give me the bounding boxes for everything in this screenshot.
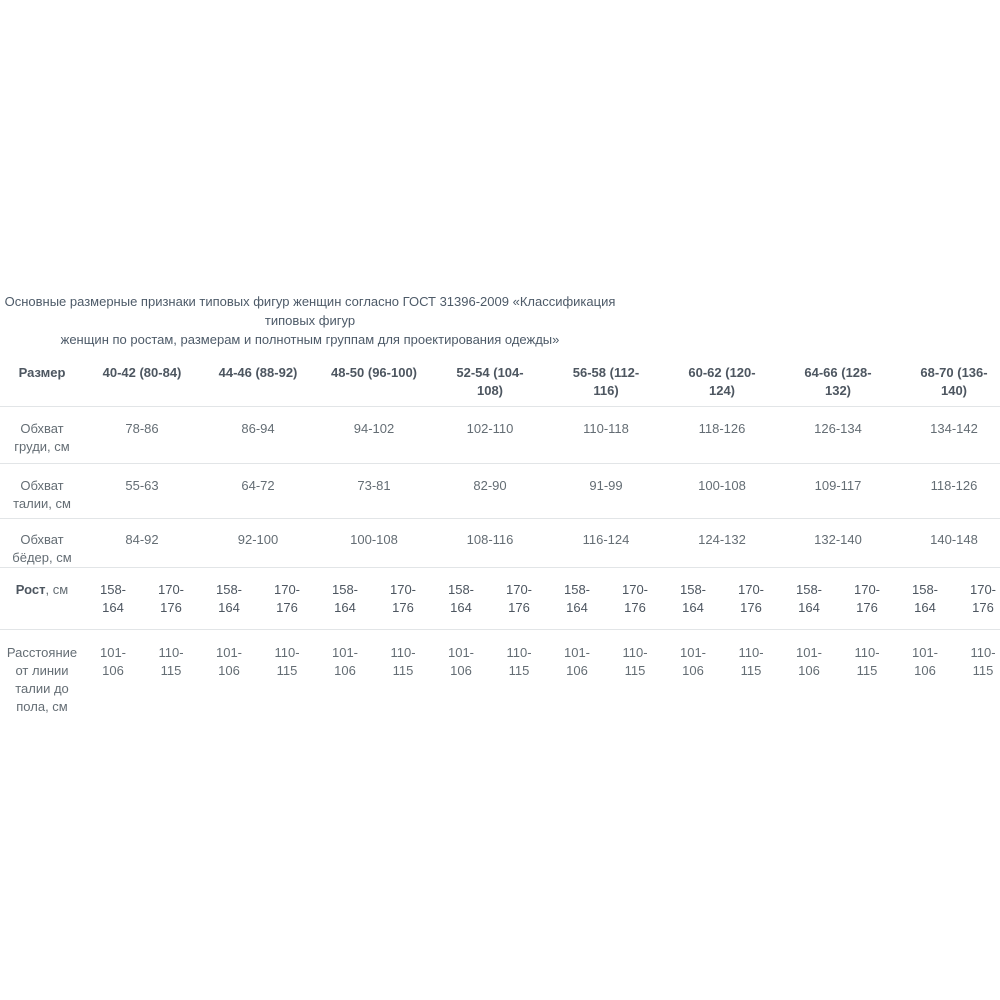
value-cell-hips: 84-92 xyxy=(84,518,200,567)
size-chart-title-line1: Основные размерные признаки типовых фигур женщин согласно ГОСТ 31396-2009 «Классификация типовых фигур xyxy=(4,294,616,328)
value-cell-chest: 126-134 xyxy=(780,406,896,463)
value-cell-height: 170- 176 xyxy=(722,567,780,629)
value-cell-height: 170- 176 xyxy=(374,567,432,629)
row-label-chest: Обхват груди, см xyxy=(0,406,84,463)
value-cell-height: 158- 164 xyxy=(432,567,490,629)
size-chart-title xyxy=(0,292,620,349)
value-cell-height: 158- 164 xyxy=(780,567,838,629)
value-cell-floor: 110- 115 xyxy=(506,644,532,678)
size-table-head xyxy=(0,356,1000,406)
row-label-waist: Обхват талии, см xyxy=(0,463,84,518)
table-row-hips xyxy=(0,518,1000,567)
value-cell-waist: 64-72 xyxy=(200,463,316,518)
value-cell-chest: 86-94 xyxy=(200,406,316,463)
value-cell-height: 158- 164 xyxy=(664,567,722,629)
value-cell-floor: 110- 115 xyxy=(854,644,880,678)
size-column-header: 48-50 (96-100) xyxy=(316,356,432,406)
value-cell-chest: 118-126 xyxy=(664,406,780,463)
value-cell-height: 158- 164 xyxy=(316,567,374,629)
value-cell-waist: 100-108 xyxy=(664,463,780,518)
value-cell-floor: 110- 115 xyxy=(390,644,416,678)
size-chart-title-line2: женщин по ростам, размерам и полнотным группам для проектирования одежды» xyxy=(60,332,560,347)
value-cell-floor: 101- 106 xyxy=(99,644,127,678)
value-cell-waist: 73-81 xyxy=(316,463,432,518)
row-label-floor: Расстояние от линии талии до пола, см xyxy=(6,644,78,714)
value-cell-height: 158- 164 xyxy=(896,567,954,629)
size-table-header-row xyxy=(0,356,1000,406)
value-cell-waist: 118-126 xyxy=(896,463,1000,518)
table-row-waist xyxy=(0,463,1000,518)
size-column-header: 44-46 (88-92) xyxy=(200,356,316,406)
value-cell-hips: 132-140 xyxy=(780,518,896,567)
value-cell-floor: 101- 106 xyxy=(215,644,243,678)
row-label-hips: Обхват бёдер, см xyxy=(0,518,84,567)
value-cell-waist: 91-99 xyxy=(548,463,664,518)
value-cell-height: 170- 176 xyxy=(142,567,200,629)
value-cell-floor: 101- 106 xyxy=(911,644,939,678)
value-cell-height: 158- 164 xyxy=(548,567,606,629)
value-cell-height: 170- 176 xyxy=(606,567,664,629)
value-cell-floor: 101- 106 xyxy=(447,644,475,678)
size-column-header: 56-58 (112- 116) xyxy=(548,356,664,406)
value-cell-floor: 110- 115 xyxy=(158,644,184,678)
size-table xyxy=(0,356,1000,717)
value-cell-floor: 101- 106 xyxy=(795,644,823,678)
value-cell-floor: 101- 106 xyxy=(331,644,359,678)
table-row-height xyxy=(0,567,1000,629)
value-cell-chest: 94-102 xyxy=(316,406,432,463)
size-table-corner-label: Размер xyxy=(0,356,84,406)
value-cell-height: 158- 164 xyxy=(200,567,258,629)
table-row-chest xyxy=(0,406,1000,463)
value-cell-height: 170- 176 xyxy=(258,567,316,629)
value-cell-floor: 101- 106 xyxy=(679,644,707,678)
value-cell-floor: 101- 106 xyxy=(563,644,591,678)
value-cell-hips: 92-100 xyxy=(200,518,316,567)
size-column-header: 40-42 (80-84) xyxy=(84,356,200,406)
value-cell-chest: 102-110 xyxy=(432,406,548,463)
value-cell-height: 170- 176 xyxy=(838,567,896,629)
value-cell-hips: 140-148 xyxy=(896,518,1000,567)
value-cell-chest: 110-118 xyxy=(548,406,664,463)
size-column-header: 60-62 (120- 124) xyxy=(664,356,780,406)
value-cell-chest: 134-142 xyxy=(896,406,1000,463)
row-label-height: Рост, см xyxy=(0,567,84,629)
value-cell-waist: 82-90 xyxy=(432,463,548,518)
size-column-header: 52-54 (104- 108) xyxy=(432,356,548,406)
value-cell-chest: 78-86 xyxy=(84,406,200,463)
size-column-header: 68-70 (136- 140) xyxy=(896,356,1000,406)
size-table-body xyxy=(0,406,1000,717)
value-cell-height: 158- 164 xyxy=(84,567,142,629)
table-row-floor xyxy=(0,629,1000,717)
value-cell-hips: 116-124 xyxy=(548,518,664,567)
value-cell-hips: 100-108 xyxy=(316,518,432,567)
value-cell-floor: 110- 115 xyxy=(970,644,996,678)
value-cell-floor: 110- 115 xyxy=(274,644,300,678)
value-cell-floor: 110- 115 xyxy=(738,644,764,678)
value-cell-floor: 110- 115 xyxy=(622,644,648,678)
value-cell-waist: 55-63 xyxy=(84,463,200,518)
value-cell-height: 170- 176 xyxy=(954,567,1000,629)
value-cell-height: 170- 176 xyxy=(490,567,548,629)
value-cell-hips: 108-116 xyxy=(432,518,548,567)
size-column-header: 64-66 (128- 132) xyxy=(780,356,896,406)
value-cell-hips: 124-132 xyxy=(664,518,780,567)
value-cell-waist: 109-117 xyxy=(780,463,896,518)
